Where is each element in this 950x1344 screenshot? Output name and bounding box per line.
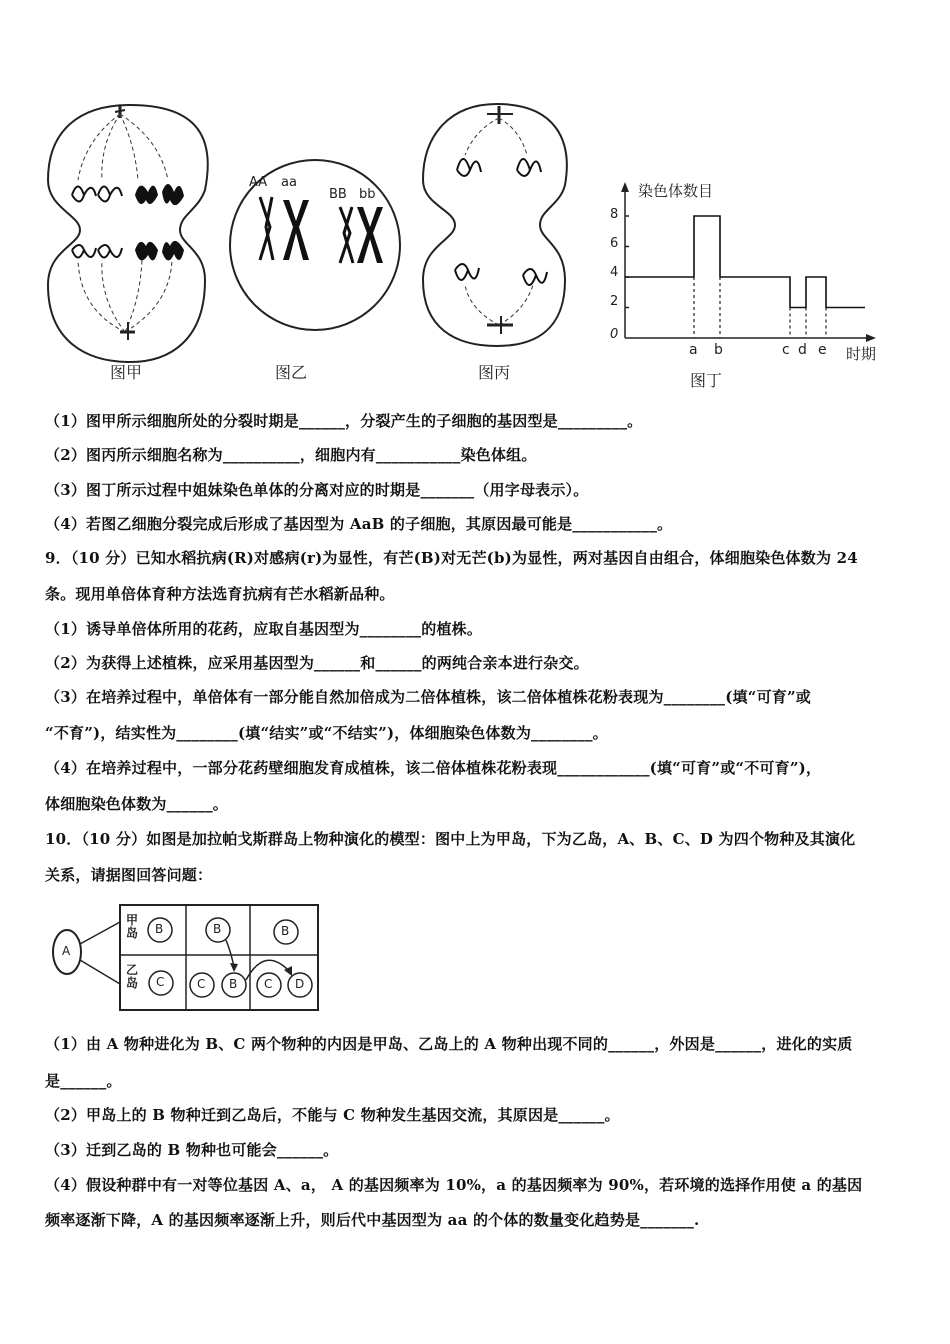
q9-item-6: 体细胞染色体数为______。 bbox=[45, 795, 229, 813]
chart-xlabel-c: c bbox=[782, 342, 790, 358]
species-top-2: B bbox=[213, 922, 222, 936]
q10-item-1-cont: 是______。 bbox=[45, 1072, 122, 1090]
q10-item-4-cont: 频率逐渐下降，A 的基因频率逐渐上升，则后代中基因型为 aa 的个体的数量变化趋势是_______. bbox=[45, 1211, 700, 1229]
chart-xlabel: 时期 bbox=[846, 345, 877, 363]
label-AA: AA bbox=[249, 175, 268, 190]
species-bottom-3: B bbox=[229, 977, 238, 991]
figure-jia bbox=[40, 100, 220, 365]
q8-line-3: （3）图丁所示过程中姐妹染色单体的分离对应的时期是_______（用字母表示）。 bbox=[45, 481, 589, 499]
chart-xlabel-d: d bbox=[798, 342, 807, 358]
chart-ytick-4: 4 bbox=[610, 265, 619, 280]
label-aa: aa bbox=[281, 175, 297, 190]
figure-yi-caption: 图乙 bbox=[275, 363, 308, 382]
y-axis-arrow bbox=[621, 182, 629, 192]
chart-ytick-8: 8 bbox=[610, 207, 619, 222]
species-top-1: B bbox=[155, 922, 164, 936]
chart-ytick-6: 6 bbox=[610, 236, 619, 251]
chart-ytick-2: 2 bbox=[610, 294, 619, 309]
species-bottom-2: C bbox=[197, 977, 206, 991]
q10-item-1: （1）由 A 物种进化为 B、C 两个物种的内因是甲岛、乙岛上的 A 物种出现不同的______，外因是______，进化的实质 bbox=[45, 1035, 853, 1053]
q9-item-4: “不育”)，结实性为________(填“结实”或“不结实”)，体细胞染色体数为________。 bbox=[45, 724, 608, 742]
chart-xlabel-e: e bbox=[818, 342, 827, 358]
chart-ylabel: 染色体数目 bbox=[638, 182, 714, 200]
island-top-label: 甲岛 bbox=[126, 913, 139, 940]
figure-bing bbox=[415, 100, 580, 350]
figure-ding-chart bbox=[600, 180, 900, 370]
chart-xlabel-b: b bbox=[714, 342, 723, 358]
q8-line-1: （1）图甲所示细胞所处的分裂时期是______，分裂产生的子细胞的基因型是_________。 bbox=[45, 412, 643, 430]
q9-title-1: 9．（10 分）已知水稻抗病(R)对感病(r)为显性，有芒(B)对无芒(b)为显性，两对基因自由组合，体细胞染色体数为 24 bbox=[45, 549, 858, 567]
q10-title-1: 10．（10 分）如图是加拉帕戈斯群岛上物种演化的模型：图中上为甲岛，下为乙岛，A、B、C、D 为四个物种及其演化 bbox=[45, 830, 856, 848]
q10-title-2: 关系，请据图回答问题： bbox=[45, 866, 213, 884]
q9-item-5: （4）在培养过程中，一部分花药壁细胞发育成植株，该二倍体植株花粉表现____________(填“可育”或“不可育”)， bbox=[45, 759, 822, 777]
q9-title-2: 条。现用单倍体育种方法选育抗病有芒水稻新品种。 bbox=[45, 585, 395, 603]
chromosome-count-line bbox=[625, 216, 865, 308]
q10-item-3: （3）迁到乙岛的 B 物种也可能会______。 bbox=[45, 1141, 339, 1159]
q9-item-1: （1）诱导单倍体所用的花药，应取自基因型为________的植株。 bbox=[45, 620, 483, 638]
q8-line-4: （4）若图乙细胞分裂完成后形成了基因型为 AaB 的子细胞，其原因最可能是___________。 bbox=[45, 515, 673, 533]
figure-bing-caption: 图丙 bbox=[478, 363, 511, 382]
q8-line-2: （2）图丙所示细胞名称为__________，细胞内有___________染色体组。 bbox=[45, 446, 537, 464]
label-BB: BB bbox=[329, 187, 347, 202]
figure-jia-caption: 图甲 bbox=[110, 363, 143, 382]
species-bottom-1: C bbox=[156, 975, 165, 989]
figure-ding-caption: 图丁 bbox=[690, 371, 723, 390]
species-top-3: B bbox=[281, 924, 290, 938]
q9-item-3: （3）在培养过程中，单倍体有一部分能自然加倍成为二倍体植株，该二倍体植株花粉表现为________(填“可育”或 bbox=[45, 688, 811, 706]
q9-item-2: （2）为获得上述植株，应采用基因型为______和______的两纯合亲本进行杂交。 bbox=[45, 654, 589, 672]
label-bb: bb bbox=[359, 187, 376, 202]
q10-item-2: （2）甲岛上的 B 物种迁到乙岛后，不能与 C 物种发生基因交流，其原因是______。 bbox=[45, 1106, 620, 1124]
species-A: A bbox=[62, 944, 71, 958]
figure-yi bbox=[225, 155, 405, 335]
chart-xlabel-a: a bbox=[689, 342, 698, 358]
x-axis-arrow bbox=[866, 334, 876, 342]
q10-diagram bbox=[50, 900, 325, 1015]
island-bottom-label: 乙岛 bbox=[126, 963, 139, 990]
species-bottom-4: C bbox=[264, 977, 273, 991]
species-bottom-5: D bbox=[295, 977, 305, 991]
q10-item-4: （4）假设种群中有一对等位基因 A、a， A 的基因频率为 10%，a 的基因频率为 90%，若环境的选择作用使 a 的基因 bbox=[45, 1176, 863, 1194]
chart-ytick-0: 0 bbox=[610, 327, 619, 342]
